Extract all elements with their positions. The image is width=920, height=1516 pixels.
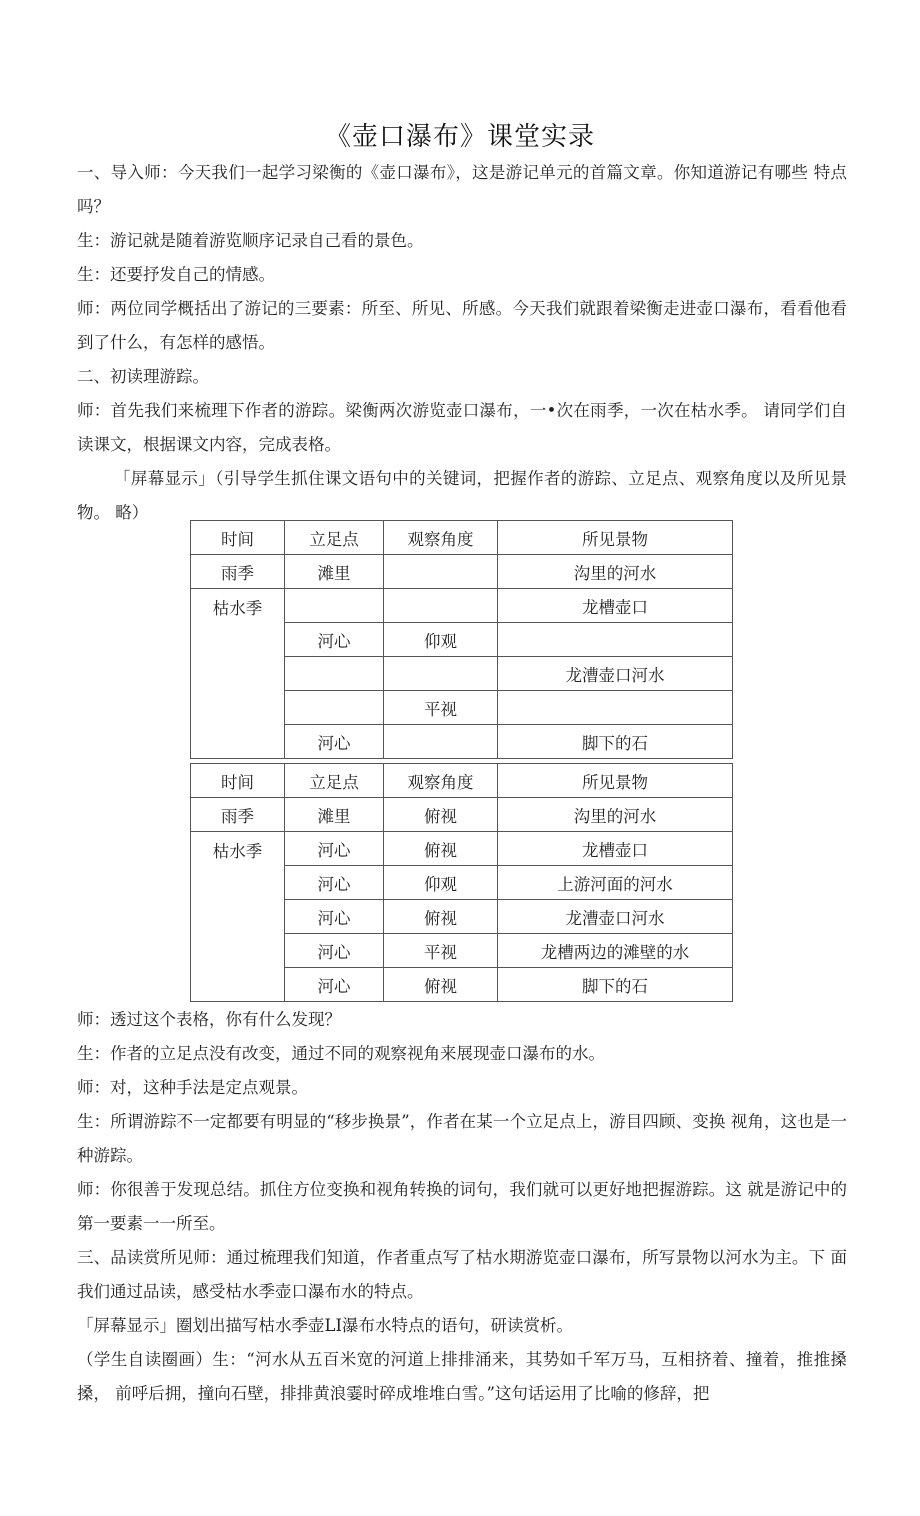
table-cell: 沟里的河水 bbox=[498, 798, 733, 832]
table-header-row bbox=[191, 764, 733, 798]
document-title: 《壶口瀑布》课堂实录 bbox=[324, 122, 595, 152]
table-cell: 俯视 bbox=[384, 798, 498, 832]
paragraph-teacher-3: 师：透过这个表格，你有什么发现？ bbox=[77, 1010, 341, 1029]
section-heading-2: 二、初读理游踪。 bbox=[77, 367, 209, 386]
paragraph-teacher-2: 师：首先我们来梳理下作者的游踪。梁衡两次游览壶口瀑布，一•次在雨季，一次在枯水季。 请同学们自读课文，根据课文内容，完成表格。 bbox=[77, 401, 847, 454]
table-cell: 龙漕壶口河水 bbox=[498, 657, 733, 691]
paragraph-teacher-1: 师：两位同学概括出了游记的三要素：所至、所见、所感。今天我们就跟着梁衡走进壶口瀑布，看看他看到了什么，有怎样的感悟。 bbox=[77, 299, 847, 352]
header-cell: 所见景物 bbox=[498, 764, 733, 798]
answer-trail-table bbox=[190, 763, 733, 1002]
table-cell: 俯视 bbox=[384, 968, 498, 1002]
paragraph-intro: 一、导入师：今天我们一起学习梁衡的《壶口瀑布》，这是游记单元的首篇文章。你知道游记有哪些 特点吗？ bbox=[77, 163, 847, 216]
table-cell bbox=[498, 691, 733, 725]
table-cell: 河心 bbox=[285, 725, 384, 759]
table-cell bbox=[384, 589, 498, 623]
header-cell: 观察角度 bbox=[384, 764, 498, 798]
table-cell: 龙槽壶口 bbox=[498, 589, 733, 623]
table-cell bbox=[285, 589, 384, 623]
table-cell: 上游河面的河水 bbox=[498, 866, 733, 900]
table-cell: 雨季 bbox=[191, 798, 285, 832]
paragraph-student-5: （学生自读圈画）生：“河水从五百米宽的河道上排排涌来，其势如千军万马，互相挤着、撞着，推推搡搡， 前呼后拥，撞向石壁，排排黄浪霎时碎成堆堆白雪。”这句话运用了比喻的修辞，把 bbox=[77, 1350, 847, 1403]
table-header-row bbox=[191, 521, 733, 555]
table-cell: 滩里 bbox=[285, 798, 384, 832]
table-cell: 龙漕壶口河水 bbox=[498, 900, 733, 934]
paragraph-student-2: 生：还要抒发自己的情感。 bbox=[77, 265, 275, 284]
table-cell: 脚下的石 bbox=[498, 968, 733, 1002]
table-row bbox=[191, 832, 733, 866]
header-cell: 立足点 bbox=[285, 521, 384, 555]
paragraph-teacher-5: 师：你很善于发现总结。抓住方位变换和视角转换的词句，我们就可以更好地把握游踪。这 就是游记中的第一要素一一所至。 bbox=[77, 1180, 847, 1233]
season-cell: 枯水季 bbox=[191, 832, 285, 1002]
table-cell: 龙槽两边的滩壁的水 bbox=[498, 934, 733, 968]
header-cell: 时间 bbox=[191, 521, 285, 555]
paragraph-student-3: 生：作者的立足点没有改变，通过不同的观察视角来展现壶口瀑布的水。 bbox=[77, 1044, 605, 1063]
table-cell: 河心 bbox=[285, 866, 384, 900]
table-cell: 平视 bbox=[384, 691, 498, 725]
paragraph-teacher-4: 师：对，这种手法是定点观景。 bbox=[77, 1078, 308, 1097]
table-cell: 雨季 bbox=[191, 555, 285, 589]
section-heading-3: 三、品读赏所见师：通过梳理我们知道，作者重点写了枯水期游览壶口瀑布，所写景物以河水为主。下 面我们通过品读，感受枯水季壶口瀑布水的特点。 bbox=[77, 1248, 847, 1301]
header-cell: 所见景物 bbox=[498, 521, 733, 555]
table-cell: 滩里 bbox=[285, 555, 384, 589]
table-cell bbox=[384, 725, 498, 759]
table-row bbox=[191, 589, 733, 623]
season-cell: 枯水季 bbox=[191, 589, 285, 759]
table-cell: 平视 bbox=[384, 934, 498, 968]
table-cell bbox=[285, 691, 384, 725]
paragraph-student-4: 生：所谓游踪不一定都要有明显的“移步换景”，作者在某一个立足点上，游目四顾、变换 视角，这也是一种游踪。 bbox=[77, 1112, 847, 1165]
paragraph-screen-display: 「屏幕显示」（引导学生抓住课文语句中的关键词，把握作者的游踪、立足点、观察角度以及所见景物。 略） bbox=[77, 469, 847, 522]
table-cell: 沟里的河水 bbox=[498, 555, 733, 589]
table-row bbox=[191, 798, 733, 832]
header-cell: 时间 bbox=[191, 764, 285, 798]
header-cell: 立足点 bbox=[285, 764, 384, 798]
table-cell bbox=[384, 657, 498, 691]
table-cell: 俯视 bbox=[384, 900, 498, 934]
table-cell: 河心 bbox=[285, 832, 384, 866]
header-cell: 观察角度 bbox=[384, 521, 498, 555]
table-cell: 仰观 bbox=[384, 623, 498, 657]
table-cell bbox=[285, 657, 384, 691]
paragraph-screen-display-2: 「屏幕显示」圈划出描写枯水季壶LI瀑布水特点的语句，研读赏析。 bbox=[77, 1316, 573, 1335]
blank-trail-table bbox=[190, 520, 733, 759]
table-cell: 河心 bbox=[285, 968, 384, 1002]
table-cell: 俯视 bbox=[384, 832, 498, 866]
table-cell: 脚下的石 bbox=[498, 725, 733, 759]
table-cell: 河心 bbox=[285, 623, 384, 657]
table-cell bbox=[498, 623, 733, 657]
table-cell: 河心 bbox=[285, 934, 384, 968]
paragraph-student-1: 生：游记就是随着游览顺序记录自己看的景色。 bbox=[77, 231, 424, 250]
table-cell: 仰观 bbox=[384, 866, 498, 900]
table-row bbox=[191, 555, 733, 589]
table-cell: 龙槽壶口 bbox=[498, 832, 733, 866]
table-cell bbox=[384, 555, 498, 589]
table-cell: 河心 bbox=[285, 900, 384, 934]
